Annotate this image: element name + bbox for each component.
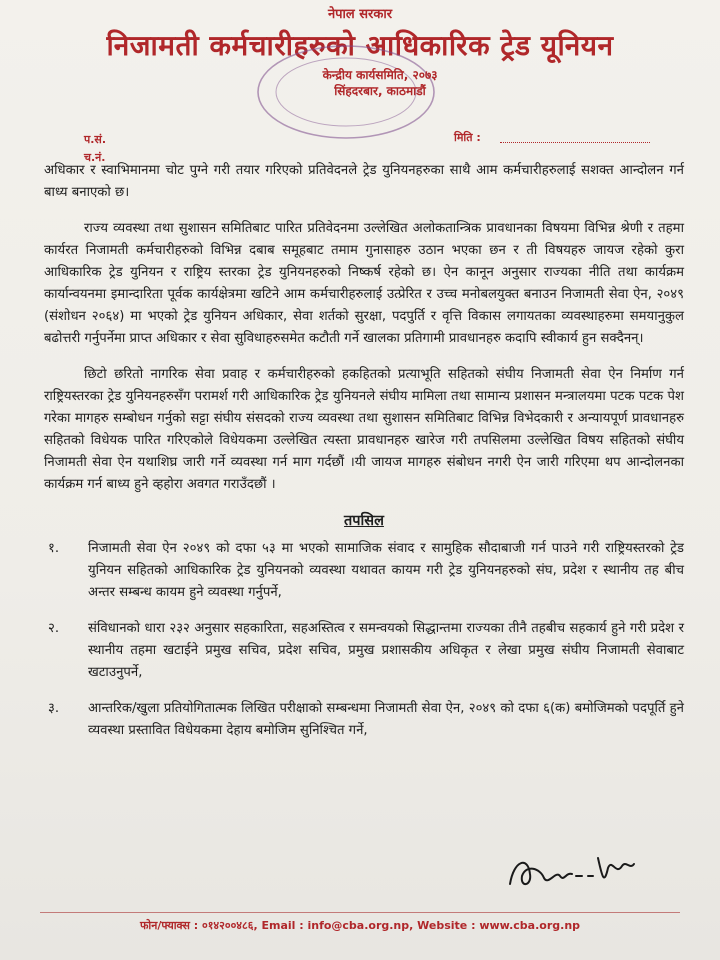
list-item-text: निजामती सेवा ऐन २०४९ को दफा ५३ मा भएको सामाजिक संवाद र सामुहिक सौदाबाजी गर्न पाउने गरी राष्ट्रियस्तरको ट्रेड युनियन सहितको आधिकारिक ट्रेड युनियनको व्यवस्था यथावत कायम गरी ट्रेड युनियनहरुको संघ, प्रदेश र स्थानीय तह बीच अन्तर सम्बन्ध कायम हुने व्यवस्था गर्नुपर्ने, (88, 541, 684, 600)
paragraph-2: राज्य व्यवस्था तथा सुशासन समितिबाट पारित प्रतिवेदनमा उल्लेखित अलोकतान्त्रिक प्रावधानका विषयमा विभिन्न श्रेणी र तहमा कार्यरत निजामती कर्मचारीहरुको विभिन्न दबाब समूहबाट तमाम गुनासाहरु उठान भएका छन र ती विषयहरु जायज रहेको कुरा आधिकारिक ट्रेड युनियन र राष्ट्रिय स्तरका ट्रेड युनियनहरुको निष्कर्ष रहेको छ। ऐन कानून अनुसार राज्यका नीति तथा कार्यक्रम कार्यान्वयनमा इमान्दारिता पूर्वक कार्यक्षेत्रमा खटिने आम कर्मचारीहरुलाई उत्प्रेरित र उच्च मनोबलयुक्त बनाउन निजामती सेवा ऐन, २०४९ (संशोधन २०६४) मा भएको ट्रेड युनियन अधिकार, सेवा शर्तको सुरक्षा, पदपुर्ति र वृत्ति विकास लगायतका व्यवस्थाहरुमा समयानुकुल बढोत्तरी गर्नुपर्नेमा प्राप्त अधिकार र सेवा सुविधाहरुसमेत कटौती गर्ने खालका प्रतिगामी प्रावधानहरु कदापि स्वीकार्य हुन सक्दैनन्। (44, 221, 684, 346)
list-item (44, 698, 684, 742)
list-item-number: २. (48, 621, 60, 636)
schedule-heading: तपसिल (344, 513, 384, 529)
list-item-number: ३. (48, 701, 60, 716)
footer-contact: फोन/फ्याक्स : ०१४२००४८६, Email : info@cba.org.np, Website : www.cba.org.np (139, 919, 581, 932)
committee-label: केन्द्रीय कार्यसमिति, २०७३ (322, 68, 438, 82)
dispatch-number-label: च.नं. (84, 151, 106, 164)
paragraph-1: अधिकार र स्वाभिमानमा चोट पुग्ने गरी तयार गरिएको प्रतिवेदनले ट्रेड युनियनहरुका साथै आम कर्मचारीहरुलाई सशक्त आन्दोलन गर्न बाध्य बनाएको छ। (44, 163, 684, 200)
location-label: सिंहदरबार, काठमाडौं (334, 84, 426, 98)
footer-divider (40, 912, 680, 913)
organization-title: निजामती कर्मचारीहरुको आधिकारिक ट्रेड यूनियन (106, 29, 614, 62)
handwritten-signature (500, 846, 640, 896)
list-item (44, 618, 684, 684)
reference-number-label: प.सं. (84, 133, 107, 146)
date-label: मिति : (454, 131, 481, 144)
letter-body (44, 160, 684, 756)
list-item-text: आन्तरिक/खुला प्रतियोगितात्मक लिखित परीक्षाको सम्बन्धमा निजामती सेवा ऐन, २०४९ को दफा ६(क) बमोजिमको पदपूर्ति हुने व्यवस्था प्रस्तावित विधेयकमा देहाय बमोजिम सुनिश्चित गर्ने, (88, 701, 684, 738)
paragraph-3: छिटो छरितो नागरिक सेवा प्रवाह र कर्मचारीहरुको हकहितको प्रत्याभूति सहितको संघीय निजामती सेवा ऐन निर्माण गर्न राष्ट्रियस्तरका ट्रेड युनियनहरुसँग परामर्श गरी आधिकारिक ट्रेड युनियनले संघीय मामिला तथा सामान्य प्रशासन मन्त्रालयमा पटक पटक पेश गरेका मागहरु सम्बोधन गर्नुको सट्टा संघीय संसदको राज्य व्यवस्था तथा सुशासन समितिबाट विभिन्न विभेदकारी र अन्यायपूर्ण प्रावधानहरु सहितको विधेयक पारित गरिएकोले विधेयकमा उल्लेखित त्यस्ता प्रावधानहरु खारेज गरी तपसिलमा उल्लेखित विषय सहितको संघीय निजामती सेवा ऐन यथाशिघ्र जारी गर्ने व्यवस्था गर्न माग गर्दछौं ।यी जायज मागहरु संबोधन नगरी ऐन जारी गरिएमा थप आन्दोलनका कार्यक्रम गर्न बाध्य हुने व्हहोरा अवगत गराउँदछौं । (44, 367, 684, 492)
list-item-text: संविधानको धारा २३२ अनुसार सहकारिता, सहअस्तित्व र समन्वयको सिद्धान्तमा राज्यका तीनै तहबीच सहकार्य हुने गरी प्रदेश र स्थानीय तहमा खटाईने प्रमुख सचिव, प्रदेश सचिव, प्रमुख प्रशासकीय अधिकृत र लेखा प्रमुख संघीय निजामती सेवाबाट खटाउनुपर्ने, (88, 621, 684, 680)
list-item-number: १. (48, 541, 60, 556)
list-item (44, 538, 684, 604)
date-fill-line (500, 142, 650, 143)
government-label: नेपाल सरकार (327, 7, 393, 22)
